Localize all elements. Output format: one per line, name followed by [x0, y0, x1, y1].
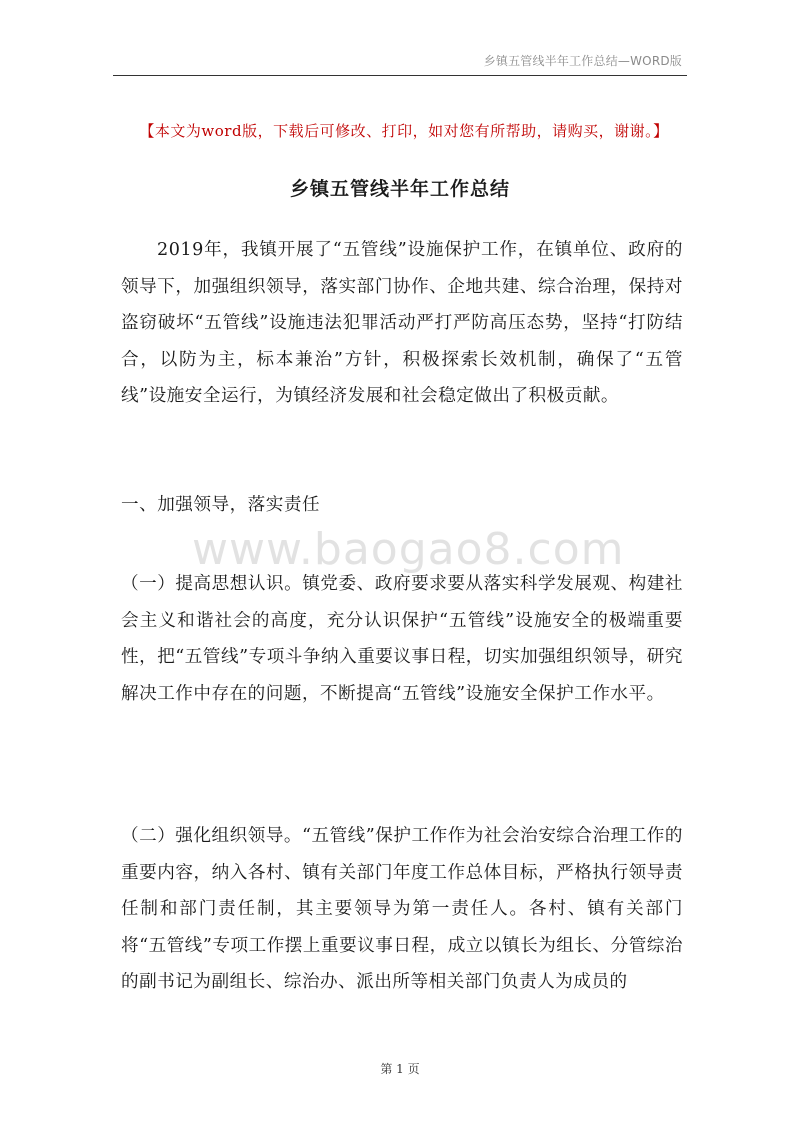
section-heading: 一、加强领导，落实责任 — [121, 495, 321, 515]
header-rule — [113, 75, 687, 76]
purchase-notice: 【本文为word版，下载后可修改、打印，如对您有所帮助，请购买，谢谢。】 — [139, 122, 669, 140]
watermark: www.baogao8.com — [192, 524, 625, 575]
document-title: 乡镇五管线半年工作总结 — [289, 178, 510, 200]
running-header: 乡镇五管线半年工作总结—WORD版 — [483, 54, 682, 68]
page-number: 第 1 页 — [380, 1062, 420, 1076]
intro-paragraph: 2019年，我镇开展了“五管线”设施保护工作，在镇单位、政府的领导下，加强组织领导，落实部门协作、企地共建、综合治理，保持对盗窃破坏“五管线”设施违法犯罪活动严打严防高压态势，坚持“打防结合，以防为主，标本兼治”方针，积极探索长效机制，确保了“五管线”设施安全运行，为镇经济发展和社会稳定做出了积极贡献。 — [121, 240, 683, 406]
paragraph-1: （一）提高思想认识。镇党委、政府要求要从落实科学发展观、构建社会主义和谐社会的高度，充分认识保护“五管线”设施安全的极端重要性，把“五管线”专项斗争纳入重要议事日程，切实加强组织领导，研究解决工作中存在的问题，不断提高“五管线”设施安全保护工作水平。 — [121, 574, 683, 704]
paragraph-2: （二）强化组织领导。“五管线”保护工作作为社会治安综合治理工作的重要内容，纳入各村、镇有关部门年度工作总体目标，严格执行领导责任制和部门责任制，其主要领导为第一责任人。各村、镇有关部门将“五管线”专项工作摆上重要议事日程，成立以镇长为组长、分管综治的副书记为副组长、综治办、派出所等相关部门负责人为成员的 — [121, 826, 683, 992]
